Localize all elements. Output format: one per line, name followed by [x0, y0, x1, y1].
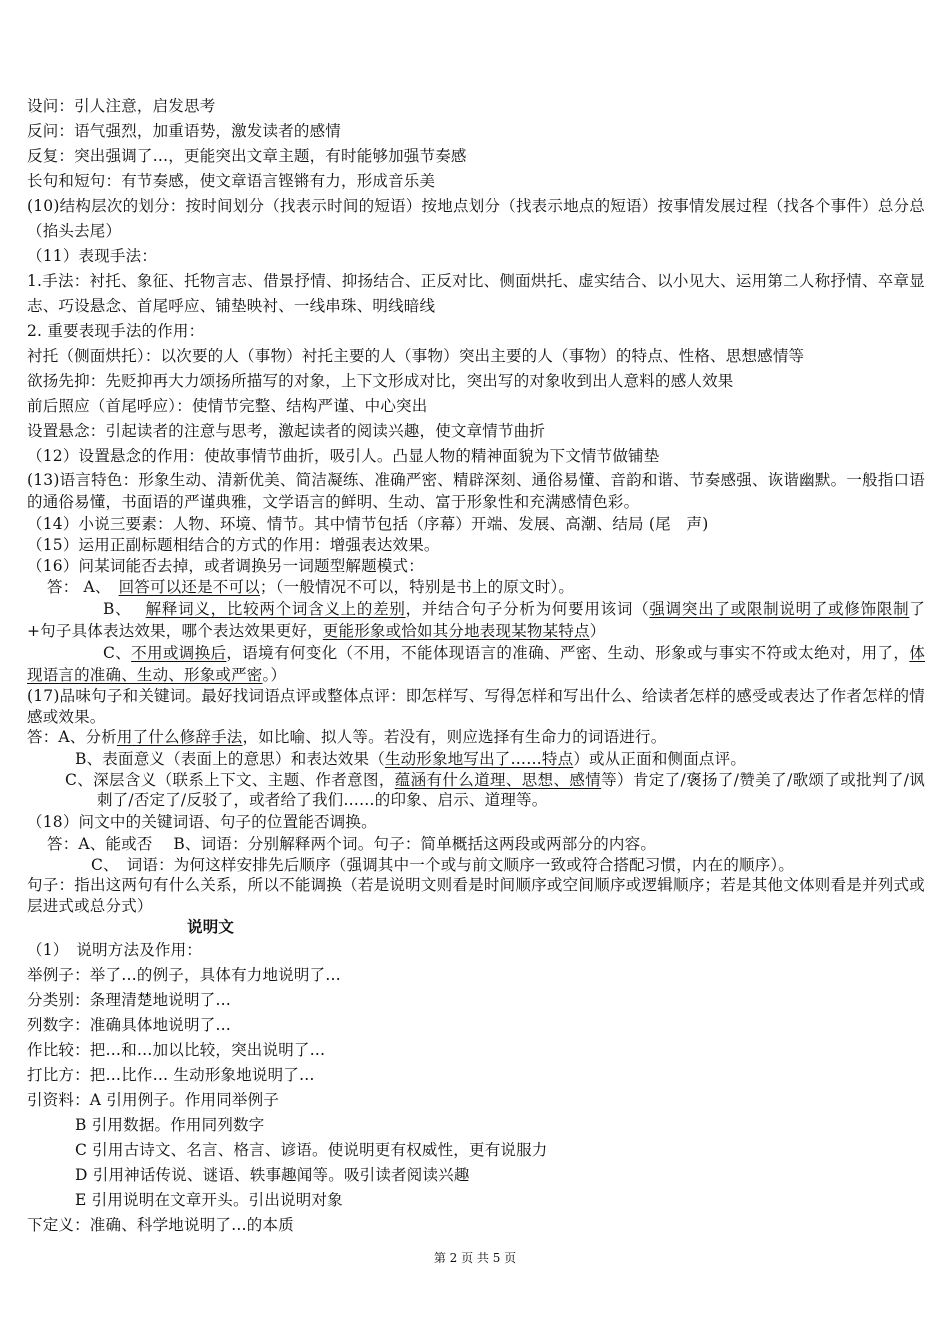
text-line: （15）运用正副标题相结合的方式的作用：增强表达效果。 — [27, 536, 440, 554]
text-line: （16）问某词能否去掉，或者调换另一词题型解题模式： — [27, 556, 424, 575]
underlined-text: 强调突出了或限制说明了或修饰限制 — [649, 600, 910, 618]
answer-text: ） — [589, 622, 606, 640]
answer-label: C、 — [103, 644, 132, 662]
text-line: 欲扬先抑：先贬抑再大力颂扬所描写的对象，上下文形成对比，突出写的对象收到出人意料的感人效果 — [27, 372, 734, 390]
text-line: E 引用说明在文章开头。引出说明对象 — [75, 1191, 343, 1209]
text-line: 反问：语气强烈，加重语势，激发读者的感情 — [27, 122, 342, 140]
text-line: 设置悬念：引起读者的注意与思考，激起读者的阅读兴趣，使文章情节曲折 — [27, 422, 546, 440]
text-line: （18）问文中的关键词语、句子的位置能否调换。 — [27, 812, 377, 831]
answer-text: C、深层含义（联系上下文、主题、作者意图， — [65, 770, 395, 789]
answer-paragraph — [27, 642, 925, 686]
text-line: D 引用神话传说、谜语、轶事趣闻等。吸引读者阅读兴趣 — [75, 1166, 470, 1184]
text-line: （1） 说明方法及作用： — [27, 941, 203, 959]
paragraph-techniques: 1.手法：衬托、象征、托物言志、借景抒情、抑扬结合、正反对比、侧面烘托、虚实结合、以小见大、运用第二人称抒情、卒章显志、巧设悬念、首尾呼应、铺垫映衬、一线串珠、明线暗线 — [27, 272, 925, 315]
underlined-text: 体现语言的准确、生动、形象或严密 — [27, 644, 926, 684]
document-page — [27, 94, 925, 1238]
answer-text: B、表面意义（表面上的意思）和表达效果（ — [75, 749, 385, 768]
text-line: 前后照应（首尾呼应）：使情节完整、结构严谨、中心突出 — [27, 397, 428, 415]
answer-line — [27, 727, 925, 748]
answer-text: 答：A、分析 — [27, 728, 117, 746]
underlined-text: 解释词义，比较两个词含义上的差别 — [145, 600, 406, 618]
text-line: （14）小说三要素：人物、环境、情节。其中情节包括（序幕）开端、发展、高潮、结局 (尾 声) — [27, 515, 709, 533]
text-line: 反复：突出强调了…，更能突出文章主题，有时能够加强节奏感 — [27, 147, 467, 165]
text-line: C、 词语：为何这样安排先后顺序（强调其中一个或与前文顺序一致或符合搭配习惯，内在的顺序）。 — [91, 855, 795, 874]
text-line: 2. 重要表现手法的作用： — [27, 322, 205, 340]
answer-paragraph — [27, 770, 925, 811]
answer-text: ，并结合句子分析为何要用该词（ — [405, 600, 650, 618]
text-line: 引资料：A 引用例子。作用同举例子 — [27, 1091, 280, 1109]
text-line: B 引用数据。作用同列数字 — [75, 1116, 265, 1134]
answer-text: ；（一般情况不可以，特别是书上的原文时）。 — [259, 578, 575, 596]
text-line: 长句和短句：有节奏感，使文章语言铿锵有力，形成音乐美 — [27, 172, 436, 190]
paragraph-structure: (10)结构层次的划分：按时间划分（找表示时间的短语）按地点划分（找表示地点的短语）按事情发展过程（找各个事件）总分总（掐头去尾） — [27, 197, 925, 240]
section-heading: （11）表现手法： — [27, 247, 158, 265]
text-line: 列数字：准确具体地说明了… — [27, 1016, 232, 1034]
underlined-text: 不用或调换后 — [131, 644, 227, 662]
paragraph-savoring: (17)品味句子和关键词。最好找词语点评或整体点评：即怎样写、写得怎样和写出什么、给读者怎样的感受或表达了作者怎样的情感或效果。 — [27, 687, 925, 726]
answer-text: 。） — [262, 666, 287, 684]
answer-label: B、 — [103, 600, 124, 618]
paragraph-language: (13)语言特色：形象生动、清新优美、简洁凝练、准确严密、精辟深刻、通俗易懂、音韵和谐、节奏感强、诙谐幽默。一般指口语的通俗易懂，书面语的严谨典雅，文学语言的鲜明、生动、富于形象性和充满感情色彩。 — [27, 471, 925, 511]
text-line: 分类别：条理清楚地说明了… — [27, 991, 232, 1009]
paragraph-sentence: 句子：指出这两句有什么关系，所以不能调换（若是说明文则看是时间顺序或空间顺序或逻辑顺序；若是其他文体则看是并列式或层进式或总分式） — [27, 876, 925, 915]
answer-label: 答： A、 — [47, 578, 103, 596]
answer-text: ，语境有何变化（不用，不能体现语言的准确、严密、生动、形象或与事实不符或太绝对，用了， — [226, 644, 910, 662]
text-line: 打比方：把…比作… 生动形象地说明了… — [27, 1066, 315, 1084]
answer-line — [27, 748, 925, 770]
underlined-text: 更能形象或恰如其分地表现某物某特点 — [322, 622, 590, 640]
answer-text: ，如比喻、拟人等。若没有，则应选择有生命力的词语进行。 — [242, 728, 667, 746]
underlined-text: 蕴涵有什么道理、思想、感情 — [394, 770, 602, 789]
section-title: 说明文 — [187, 917, 235, 936]
answer-paragraph — [27, 598, 925, 642]
text-line: C 引用古诗文、名言、格言、谚语。使说明更有权威性，更有说服力 — [75, 1141, 548, 1159]
answer-text: 等）肯定了/褒扬了/赞美了/歌颂了或批判了/讽刺了/否定了/反驳了，或者给了我们……的印象、启示、道理等。 — [97, 770, 925, 809]
text-line: 答：A、能或否 B、词语：分别解释两个词。句子：简单概括这两段或两部分的内容。 — [47, 834, 657, 853]
answer-text: 了+句子具体表达效果，哪个表达效果更好， — [27, 600, 926, 640]
text-line: 设问：引人注意，启发思考 — [27, 97, 216, 115]
text-line: （12）设置悬念的作用：使故事情节曲折，吸引人。凸显人物的精神面貌为下文情节做铺垫 — [27, 447, 660, 465]
underlined-text: 用了什么修辞手法 — [116, 728, 243, 746]
page-footer: 第 2 页 共 5 页 — [433, 1251, 517, 1265]
answer-line — [27, 576, 925, 598]
text-line: 作比较：把…和…加以比较，突出说明了… — [27, 1041, 326, 1059]
text-line: 举例子：举了…的例子，具体有力地说明了… — [27, 966, 342, 984]
text-line: 衬托（侧面烘托）：以次要的人（事物）衬托主要的人（事物）突出主要的人（事物）的特点、性格、思想感情等 — [27, 347, 805, 365]
text-line: 下定义：准确、科学地说明了…的本质 — [27, 1216, 294, 1234]
underlined-text: 回答可以还是不可以 — [118, 578, 260, 596]
answer-text: ）或从正面和侧面点评。 — [573, 749, 747, 768]
underlined-text: 生动形象地写出了……特点 — [384, 749, 574, 768]
